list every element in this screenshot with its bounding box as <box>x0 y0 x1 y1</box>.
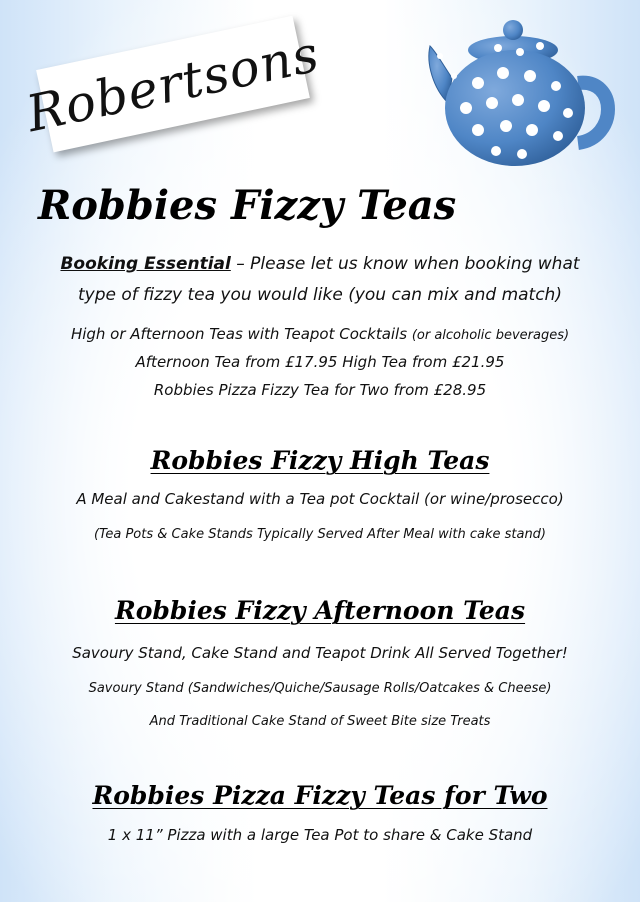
afternoon-teas-line-3: And Traditional Cake Stand of Sweet Bite size Treats <box>149 714 491 729</box>
intro-line-1-main: High or Afternoon Teas with Teapot Cocktails <box>70 325 412 343</box>
booking-essential-label: Booking Essential <box>60 254 231 274</box>
afternoon-teas-line-1: Savoury Stand, Cake Stand and Teapot Drink All Served Together! <box>72 644 568 662</box>
high-teas-line-1: A Meal and Cakestand with a Tea pot Cocktail (or wine/prosecco) <box>76 490 564 508</box>
page-title: Robbies Fizzy Teas <box>38 182 457 229</box>
intro-line-3: Robbies Pizza Fizzy Tea for Two from £28.95 <box>153 381 487 399</box>
logo-text: Robertsons <box>21 24 325 144</box>
intro-line-2: Afternoon Tea from £17.95 High Tea from £21.95 <box>135 353 505 371</box>
high-teas-line-2: (Tea Pots & Cake Stands Typically Served After Meal with cake stand) <box>93 527 547 542</box>
section-heading-pizza-teas: Robbies Pizza Fizzy Teas for Two <box>92 781 548 810</box>
booking-text: – Please let us know when booking what <box>230 254 580 274</box>
section-heading-afternoon-teas: Robbies Fizzy Afternoon Teas <box>114 596 526 625</box>
section-heading-high-teas: Robbies Fizzy High Teas <box>150 446 490 475</box>
intro-line-1-note: (or alcoholic beverages) <box>411 328 570 343</box>
logo-card <box>21 16 325 153</box>
booking-line-2: type of fizzy tea you would like (you can mix and match) <box>78 285 562 305</box>
afternoon-teas-line-2: Savoury Stand (Sandwiches/Quiche/Sausage Rolls/Oatcakes & Cheese) <box>88 681 552 696</box>
teapot-icon <box>418 8 618 178</box>
intro-line-1 <box>0 325 640 343</box>
pizza-teas-line-1: 1 x 11” Pizza with a large Tea Pot to share & Cake Stand <box>107 826 533 844</box>
booking-line-1 <box>0 254 640 274</box>
